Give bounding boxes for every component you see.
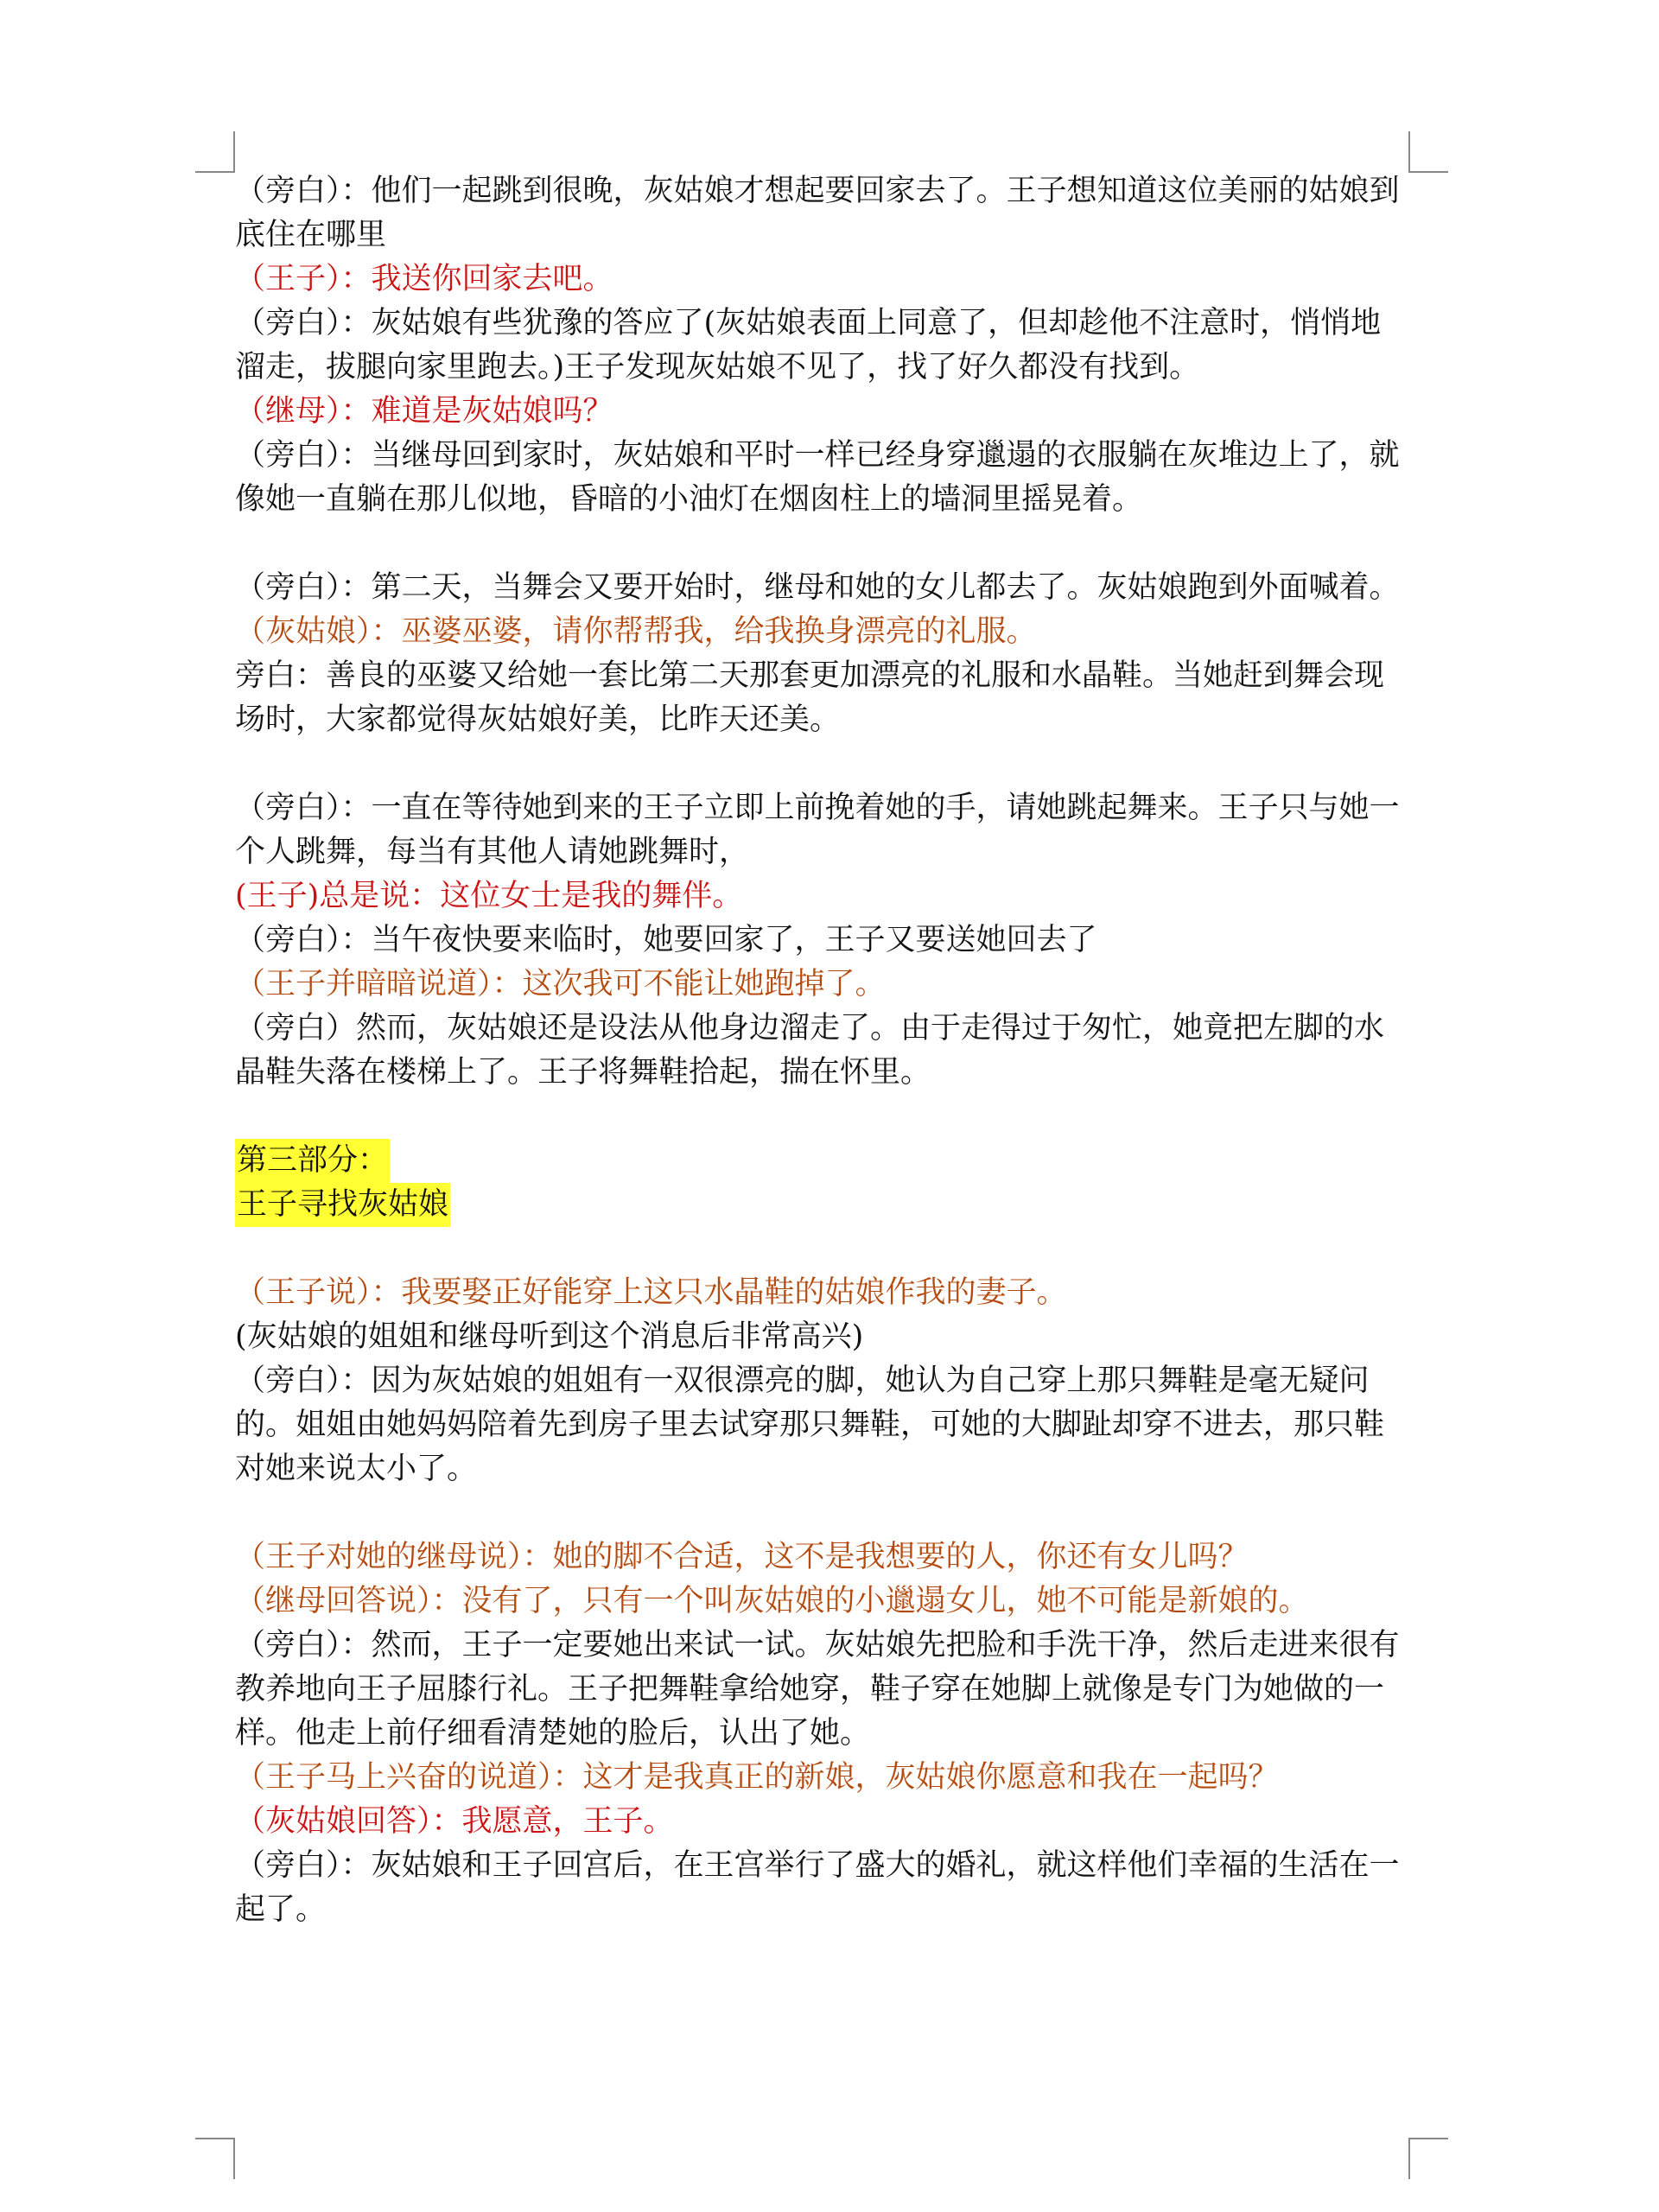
prince-dialogue: （王子说）：我要娶正好能穿上这只水晶鞋的姑娘作我的妻子。	[235, 1275, 1067, 1310]
cinderella-dialogue: （灰姑娘回答）：我愿意，王子。	[235, 1804, 674, 1839]
crop-mark-bottom-right	[1408, 2138, 1448, 2179]
narration-line: （旁白）：因为灰姑娘的姐姐有一双很漂亮的脚，她认为自己穿上那只舞鞋是毫无疑问的。姐姐由她妈妈陪着先到房子里去试穿那只舞鞋，可她的大脚趾却穿不进去，那只鞋对她来说太小了。	[235, 1363, 1385, 1486]
narration-line: （旁白）：当午夜快要来临时，她要回家了，王子又要送她回去了	[235, 923, 1097, 957]
narration-line: （旁白）：第二天，当舞会又要开始时，继母和她的女儿都去了。灰姑娘跑到外面喊着。	[235, 570, 1400, 605]
narration-line: （旁白）：一直在等待她到来的王子立即上前挽着她的手，请她跳起舞来。王子只与她一个人跳舞，每当有其他人请她跳舞时，	[235, 791, 1400, 869]
prince-dialogue: （王子对她的继母说）：她的脚不合适，这不是我想要的人，你还有女儿吗？	[235, 1540, 1249, 1574]
narration-line: （旁白）：灰姑娘和王子回宫后，在王宫举行了盛大的婚礼，就这样他们幸福的生活在一起了。	[235, 1848, 1400, 1927]
narration-line: （旁白）：当继母回到家时，灰姑娘和平时一样已经身穿邋遢的衣服躺在灰堆边上了，就像她一直躺在那儿似地，昏暗的小油灯在烟囱柱上的墙洞里摇晃着。	[235, 438, 1400, 517]
prince-dialogue: （王子并暗暗说道）：这次我可不能让她跑掉了。	[235, 967, 886, 1001]
prince-dialogue: （王子马上兴奋的说道）：这才是我真正的新娘，灰姑娘你愿意和我在一起吗？	[235, 1760, 1279, 1795]
blank-line	[235, 1491, 1410, 1535]
section-subheading-label: 王子寻找灰姑娘	[235, 1183, 450, 1227]
crop-mark-top-left	[195, 131, 235, 173]
section-subheading	[235, 1183, 1410, 1227]
stepmother-dialogue: （继母回答说）：没有了，只有一个叫灰姑娘的小邋遢女儿，她不可能是新娘的。	[235, 1584, 1309, 1618]
script-body	[235, 169, 1410, 1932]
blank-line	[235, 522, 1410, 566]
stage-direction: (灰姑娘的姐姐和继母听到这个消息后非常高兴)	[235, 1319, 864, 1354]
cinderella-dialogue: （灰姑娘）：巫婆巫婆，请你帮帮我，给我换身漂亮的礼服。	[235, 614, 1037, 649]
narration-line: （旁白）：他们一起跳到很晚，灰姑娘才想起要回家去了。王子想知道这位美丽的姑娘到底住在哪里	[235, 174, 1400, 252]
blank-line	[235, 742, 1410, 786]
prince-dialogue: (王子)总是说：这位女士是我的舞伴。	[235, 879, 743, 913]
blank-line	[235, 1227, 1410, 1271]
narration-line: 旁白：善良的巫婆又给她一套比第二天那套更加漂亮的礼服和水晶鞋。当她赶到舞会现场时，大家都觉得灰姑娘好美，比昨天还美。	[235, 658, 1385, 737]
crop-mark-top-right	[1408, 131, 1448, 173]
narration-line: （旁白）：灰姑娘有些犹豫的答应了(灰姑娘表面上同意了，但却趁他不注意时，悄悄地溜走，拔腿向家里跑去。)王子发现灰姑娘不见了，找了好久都没有找到。	[235, 306, 1382, 385]
prince-dialogue: （王子）：我送你回家去吧。	[235, 262, 613, 296]
narration-line: （旁白）：然而，王子一定要她出来试一试。灰姑娘先把脸和手洗干净，然后走进来很有教养地向王子屈膝行礼。王子把舞鞋拿给她穿，鞋子穿在她脚上就像是专门为她做的一样。他走上前仔细看清楚她的脸后，认出了她。	[235, 1628, 1400, 1751]
blank-line	[235, 1095, 1410, 1139]
crop-mark-bottom-left	[195, 2138, 235, 2179]
section-heading-label: 第三部分：	[235, 1139, 390, 1183]
section-heading	[235, 1139, 1410, 1183]
narration-line: （旁白）然而，灰姑娘还是设法从他身边溜走了。由于走得过于匆忙，她竟把左脚的水晶鞋失落在楼梯上了。王子将舞鞋拾起，揣在怀里。	[235, 1011, 1385, 1090]
stepmother-dialogue: （继母）：难道是灰姑娘吗？	[235, 394, 613, 429]
